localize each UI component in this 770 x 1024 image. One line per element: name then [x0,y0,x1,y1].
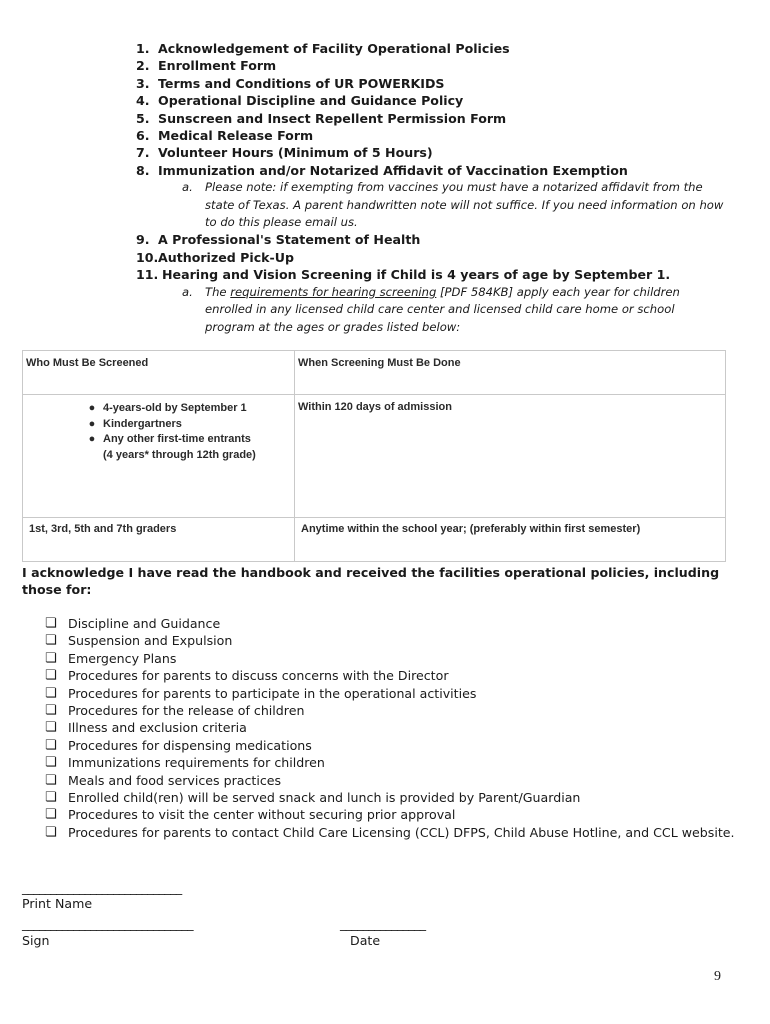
item-text: Authorized Pick-Up [158,249,295,265]
signature-line[interactable]: ______________________________ [22,916,193,931]
table-row [23,518,726,562]
checkbox-icon[interactable]: ❏ [45,633,57,649]
bullet-item [23,432,294,448]
bullet-text: 4-years-old by September 1 [103,402,247,414]
table-cell [295,395,726,518]
print-name-label: Print Name [22,896,93,911]
item-text: Operational Discipline and Guidance Policy [158,93,464,109]
checklist-item [45,719,735,736]
list-item [136,231,736,248]
table-row [23,395,726,518]
header-cell [23,351,295,395]
checkbox-icon[interactable]: ❏ [45,685,57,701]
checkbox-icon[interactable]: ❏ [45,703,57,719]
list-item [136,75,736,92]
checkbox-icon[interactable]: ❏ [45,824,57,840]
when-text: Within 120 days of admission [298,401,452,413]
bullet-continuation [23,448,294,464]
header-cell [295,351,726,395]
list-item [136,40,736,57]
item-number: 10. [136,249,159,265]
checklist-item [45,772,735,789]
item-text: A Professional's Statement of Health [158,232,421,248]
header-when: When Screening Must Be Done [298,357,461,369]
acknowledgement-statement: I acknowledge I have read the handbook and received the facilities operational policies, including those for: [22,565,720,598]
checkbox-icon[interactable]: ❏ [45,755,57,771]
checklist-text: Meals and food services practices [68,772,282,788]
header-who: Who Must Be Screened [26,357,149,369]
checklist-text: Procedures for parents to participate in the operational activities [68,685,477,701]
checklist-item [45,824,735,841]
who-text: 1st, 3rd, 5th and 7th graders [29,523,177,535]
checklist-item [45,806,735,823]
item-text: Medical Release Form [158,128,314,144]
table-header-row [23,351,726,395]
checklist-text: Procedures for dispensing medications [68,737,312,753]
table-cell [23,395,295,518]
hearing-requirements-link[interactable]: requirements for hearing screening [230,284,437,299]
item-number: 3. [136,75,150,91]
checklist-text: Discipline and Guidance [68,616,221,631]
checklist-item [45,702,735,719]
who-bullet-list [23,401,294,463]
bullet-item [23,401,294,417]
checklist-item [45,632,735,649]
bullet-text: Kindergartners [103,417,182,430]
item-text: Hearing and Vision Screening if Child is 4 years of age by September 1. [162,267,671,283]
checkbox-icon[interactable]: ❏ [45,772,57,788]
print-name-line[interactable]: ____________________________ [22,880,182,895]
item-text: Sunscreen and Insect Repellent Permission Form [158,110,507,126]
item-text: Enrollment Form [158,58,277,74]
bullet-dot: ● [88,402,96,414]
item-number: 6. [136,128,150,144]
note-prefix: The [205,284,231,299]
checklist-item [45,667,735,684]
item-text: Immunization and/or Notarized Affidavit of Vaccination Exemption [158,162,628,178]
note-text: Please note: if exempting from vaccines you must have a notarized affidavit from the state of Texas. A parent handwritten note will not suffice. If you need information on how to do this please email us. [205,180,724,230]
bullet-item [23,417,294,433]
item-number: 11. [136,267,159,283]
list-item [136,249,736,266]
note-letter: a. [182,284,193,299]
item-number: 7. [136,145,150,161]
checkbox-icon[interactable]: ❏ [45,650,57,666]
item-number: 1. [136,41,150,56]
checklist-text: Emergency Plans [68,650,177,666]
checkbox-icon[interactable]: ❏ [45,720,57,736]
item-number: 8. [136,162,150,178]
item-number: 2. [136,58,150,74]
checkbox-icon[interactable]: ❏ [45,616,57,631]
list-item [136,57,736,74]
item-text: Terms and Conditions of UR POWERKIDS [158,75,445,91]
checkbox-icon[interactable]: ❏ [45,737,57,753]
checklist-text: Immunizations requirements for children [68,755,325,771]
list-item [136,92,736,109]
hearing-screening-note [136,284,736,336]
checklist-text: Enrolled child(ren) will be served snack and lunch is provided by Parent/Guardian [68,790,581,806]
item-number: 4. [136,93,150,109]
checkbox-icon[interactable]: ❏ [45,807,57,823]
list-item [136,162,736,179]
note-letter: a. [182,180,193,195]
date-line[interactable]: _______________ [340,916,426,931]
item-number: 5. [136,110,150,126]
when-text: Anytime within the school year; (preferably within first semester) [301,523,641,535]
checklist-item [45,650,735,667]
checkbox-icon[interactable]: ❏ [45,790,57,806]
checklist-item [45,754,735,771]
checklist-item [45,737,735,754]
list-item [136,110,736,127]
checklist-text: Suspension and Expulsion [68,633,233,649]
vaccination-note [136,179,736,231]
policy-checklist [45,615,735,841]
item-text: Volunteer Hours (Minimum of 5 Hours) [158,145,433,161]
list-item [136,127,736,144]
sign-label: Sign [22,933,50,948]
table-cell [295,518,726,562]
screening-table [22,350,726,562]
note-suffix: [PDF 584KB] apply each year for children enrolled in any licensed child care center and licensed child care home or school program at the ages or grades listed below: [205,284,680,334]
bullet-dot: ● [88,433,96,445]
checklist-text: Procedures for parents to contact Child Care Licensing (CCL) DFPS, Child Abuse Hotline, and CCL website. [68,824,735,840]
required-forms-list [136,40,736,336]
checkbox-icon[interactable]: ❏ [45,668,57,684]
checklist-item [45,789,735,806]
bullet-dot: ● [88,417,96,430]
bullet-text: Any other first-time entrants [103,433,251,445]
checklist-text: Illness and exclusion criteria [68,720,247,736]
checklist-item [45,685,735,702]
item-text: Acknowledgement of Facility Operational Policies [158,41,510,56]
list-item [136,144,736,161]
note-text [205,284,725,336]
item-number: 9. [136,232,150,248]
table-cell [23,518,295,562]
checklist-text: Procedures for the release of children [68,703,305,719]
page-number: 9 [714,969,721,984]
bullet-text: (4 years* through 12th grade) [103,448,256,461]
date-label: Date [350,933,381,948]
checklist-item [45,615,735,632]
checklist-text: Procedures for parents to discuss concerns with the Director [68,668,449,684]
list-item [136,266,736,283]
checklist-text: Procedures to visit the center without securing prior approval [68,807,456,823]
